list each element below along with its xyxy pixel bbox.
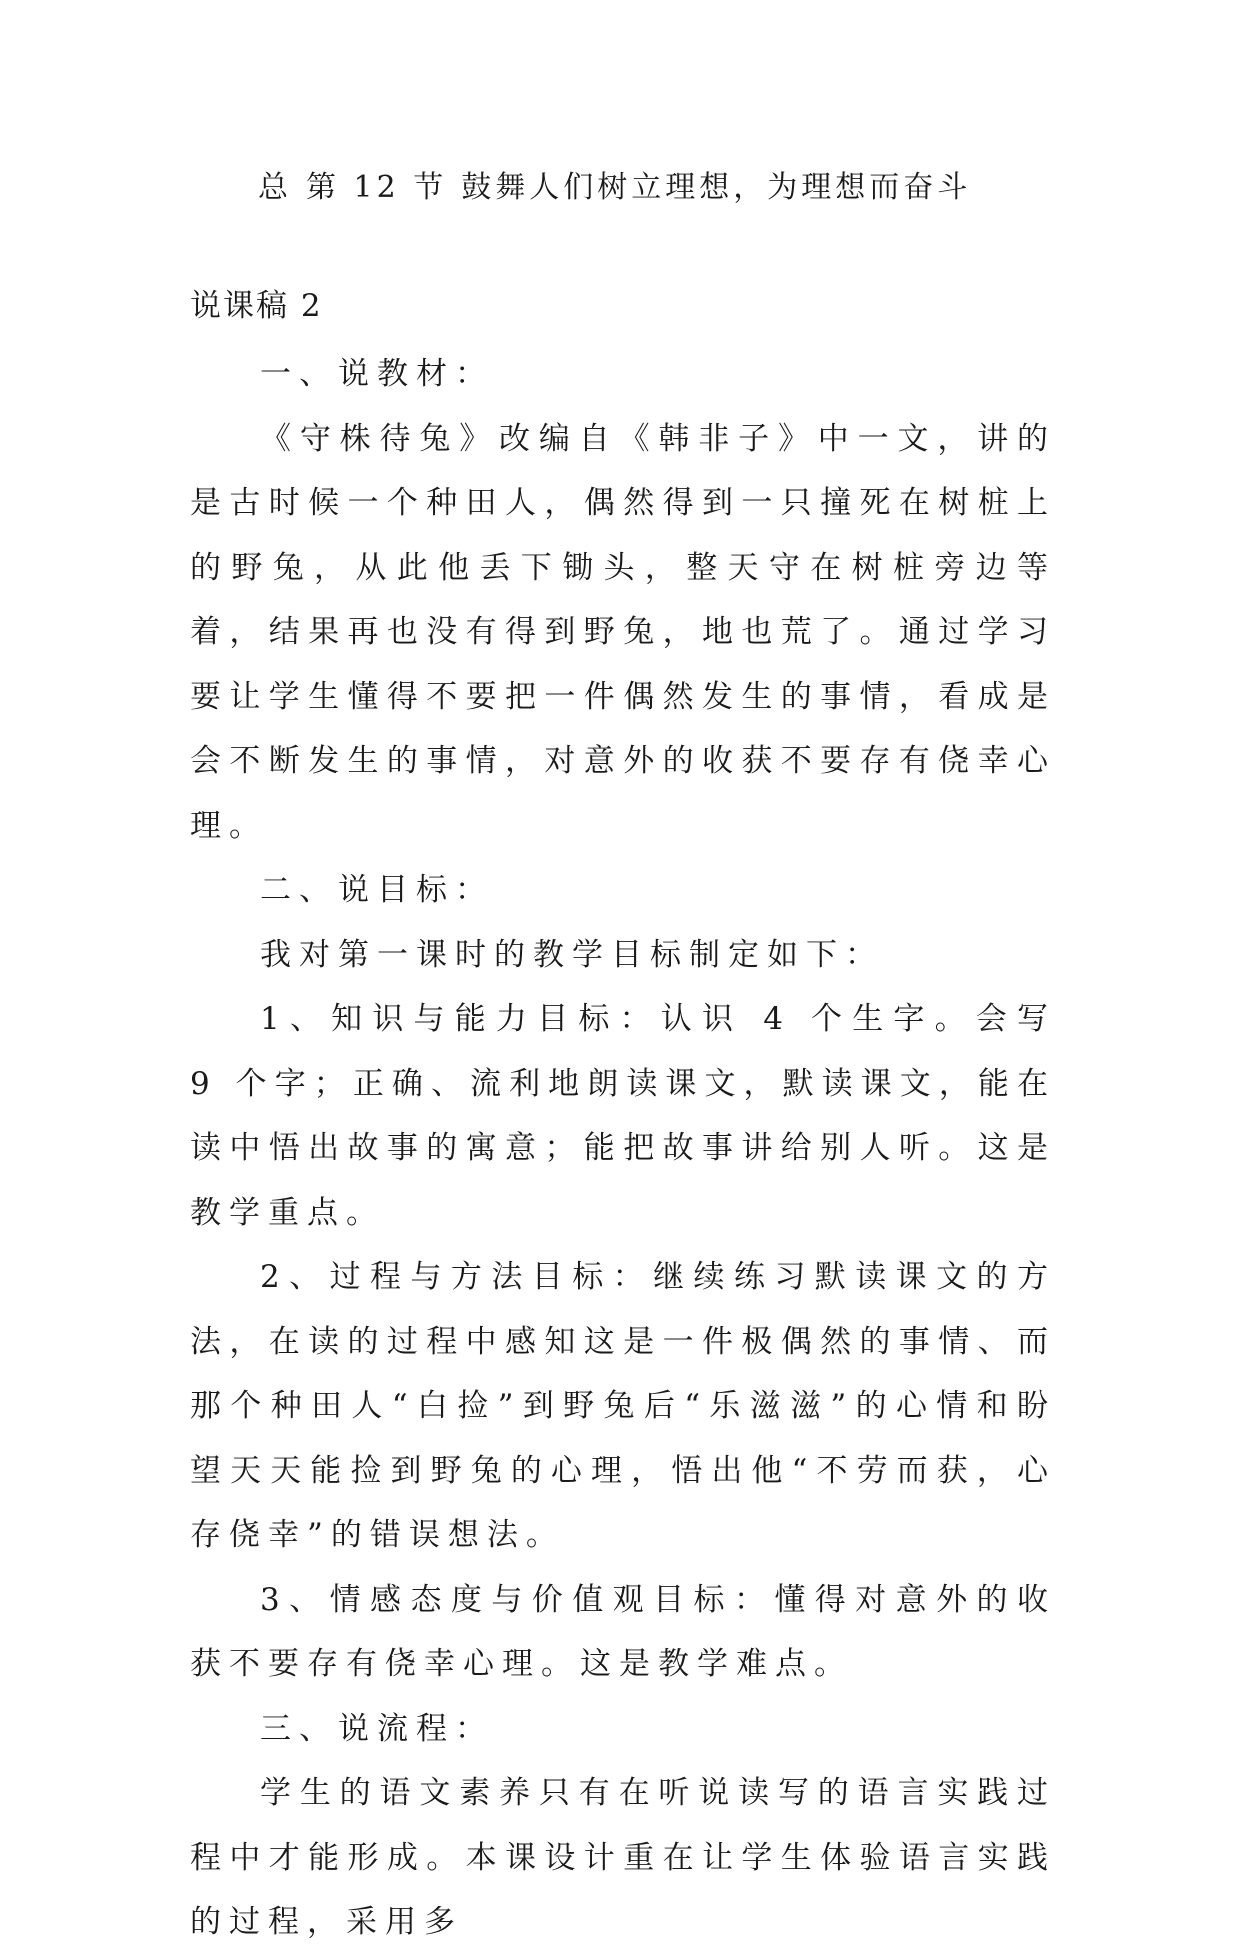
paragraph-goal-1: 1、知识与能力目标：认识 4 个生字。会写 9 个字；正确、流利地朗读课文，默读课文，能在读中悟出故事的寓意；能把故事讲给别人听。这是教学重点。 — [190, 1001, 1056, 1231]
paragraph-goal-3: 3、情感态度与价值观目标：懂得对意外的收获不要存有侥幸心理。这是教学难点。 — [190, 1581, 1056, 1682]
title-section: 第 12 节 — [306, 170, 448, 205]
section-heading-material: 一、说教材： — [260, 356, 494, 392]
title-text: 鼓舞人们树立理想，为理想而奋斗 — [461, 170, 972, 205]
paragraph-goals-intro: 我对第一课时的教学目标制定如下： — [260, 936, 884, 973]
title-prefix: 总 — [258, 170, 292, 205]
paragraph-process: 学生的语文素养只有在听说读写的语言实践过程中才能形成。本课设计重在让学生体验语言实践的过程，采用多 — [190, 1775, 1056, 1940]
paragraph-material: 《守株待兔》改编自《韩非子》中一文，讲的是古时候一个种田人，偶然得到一只撞死在树桩上的野兔，从此他丢下锄头，整天守在树桩旁边等着，结果再也没有得到野兔，地也荒了。通过学习要让学生懂得不要把一件偶然发生的事情，看成是会不断发生的事情，对意外的收获不要存有侥幸心理。 — [190, 420, 1056, 844]
document-body — [190, 342, 1056, 1955]
document-label: 说课稿 2 — [190, 288, 323, 324]
section-heading-goals: 二、说目标： — [260, 872, 494, 908]
paragraph-goal-2: 2、过程与方法目标：继续练习默读课文的方法，在读的过程中感知这是一件极偶然的事情、而那个种田人“白捡”到野兔后“乐滋滋”的心情和盼望天天能捡到野兔的心理，悟出他“不劳而获，心存侥幸”的错误想法。 — [190, 1259, 1056, 1553]
section-heading-process: 三、说流程： — [260, 1710, 494, 1747]
page-title — [258, 162, 971, 206]
